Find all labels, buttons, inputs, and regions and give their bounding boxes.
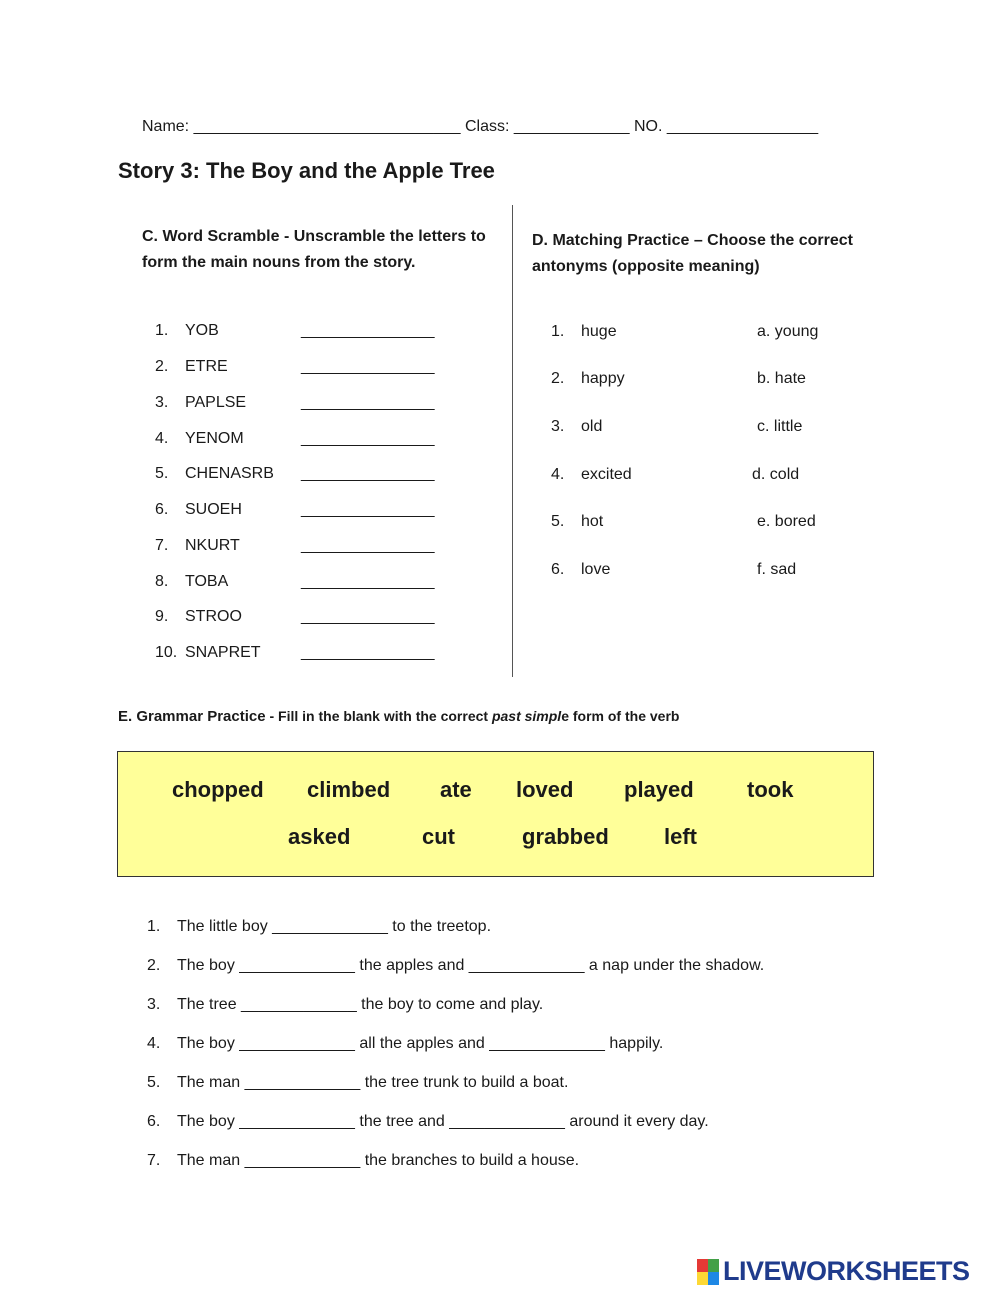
grammar-sentence[interactable]: 3. The tree _____________ the boy to come and play. bbox=[147, 996, 544, 1013]
liveworksheets-logo-text: LIVEWORKSHEETS bbox=[723, 1256, 970, 1286]
word-bank-word: climbed bbox=[307, 777, 391, 802]
column-divider bbox=[512, 205, 513, 677]
section-c-heading: C. Word Scramble - Unscramble the letters to form the main nouns from the story. bbox=[142, 228, 486, 271]
answer-blank[interactable]: _______________ bbox=[301, 358, 435, 375]
grammar-sentence[interactable]: 7. The man _____________ the branches to build a house. bbox=[147, 1152, 580, 1169]
match-left-item[interactable]: 1. huge bbox=[551, 323, 617, 340]
match-right-item[interactable]: a. young bbox=[757, 323, 819, 340]
scramble-item: 5. CHENASRB _______________ bbox=[155, 465, 435, 482]
scrambled-word: TOBA bbox=[185, 573, 229, 590]
section-e-heading: E. Grammar Practice - Fill in the blank with the correct past simple form of the verb bbox=[118, 708, 680, 725]
scrambled-word: ETRE bbox=[185, 358, 228, 375]
scramble-item: 10. SNAPRET _______________ bbox=[155, 644, 435, 661]
word-bank-word: chopped bbox=[172, 777, 264, 802]
scrambled-word: SUOEH bbox=[185, 501, 242, 518]
grammar-sentence[interactable]: 4. The boy _____________ all the apples and _____________ happily. bbox=[147, 1035, 664, 1052]
scrambled-word: SNAPRET bbox=[185, 644, 261, 661]
answer-blank[interactable]: _______________ bbox=[301, 644, 435, 661]
word-bank-word: asked bbox=[288, 824, 351, 849]
scrambled-word: NKURT bbox=[185, 537, 240, 554]
word-bank-word: loved bbox=[516, 777, 574, 802]
word-bank-word: left bbox=[664, 824, 697, 849]
match-right-item[interactable]: e. bored bbox=[757, 513, 816, 530]
section-d-heading: D. Matching Practice – Choose the correct antonyms (opposite meaning) bbox=[532, 232, 853, 275]
scramble-item: 7. NKURT _______________ bbox=[155, 537, 435, 554]
match-right-item[interactable]: b. hate bbox=[757, 370, 806, 387]
match-right-item[interactable]: c. little bbox=[757, 418, 803, 435]
match-left-item[interactable]: 2. happy bbox=[551, 370, 625, 387]
scramble-item: 8. TOBA _______________ bbox=[155, 573, 435, 590]
page-title: Story 3: The Boy and the Apple Tree bbox=[118, 158, 495, 183]
scrambled-word: YOB bbox=[185, 322, 219, 339]
scramble-item: 3. PAPLSE _______________ bbox=[155, 394, 435, 411]
scramble-item: 4. YENOM _______________ bbox=[155, 430, 435, 447]
match-right-item[interactable]: d. cold bbox=[752, 466, 800, 483]
answer-blank[interactable]: _______________ bbox=[301, 322, 435, 339]
scramble-item: 6. SUOEH _______________ bbox=[155, 501, 435, 518]
match-left-item[interactable]: 6. love bbox=[551, 561, 611, 578]
scramble-item: 9. STROO _______________ bbox=[155, 608, 435, 625]
word-bank-word: played bbox=[624, 777, 694, 802]
scrambled-word: CHENASRB bbox=[185, 465, 274, 482]
word-bank bbox=[117, 751, 874, 877]
match-left-item[interactable]: 4. excited bbox=[551, 466, 632, 483]
match-right-item[interactable]: f. sad bbox=[757, 561, 797, 578]
grammar-sentence[interactable]: 5. The man _____________ the tree trunk to build a boat. bbox=[147, 1074, 569, 1091]
grammar-sentence[interactable]: 1. The little boy _____________ to the treetop. bbox=[147, 918, 492, 935]
student-info-line: Name: ______________________________ Class: _____________ NO. _________________ bbox=[142, 118, 819, 135]
liveworksheets-logo bbox=[697, 1256, 970, 1287]
word-bank-word: took bbox=[747, 777, 794, 802]
answer-blank[interactable]: _______________ bbox=[301, 608, 435, 625]
grammar-sentence[interactable]: 2. The boy _____________ the apples and _____________ a nap under the shadow. bbox=[147, 957, 765, 974]
answer-blank[interactable]: _______________ bbox=[301, 465, 435, 482]
match-left-item[interactable]: 3. old bbox=[551, 418, 603, 435]
grammar-sentence[interactable]: 6. The boy _____________ the tree and _____________ around it every day. bbox=[147, 1113, 709, 1130]
scrambled-word: PAPLSE bbox=[185, 394, 247, 411]
word-bank-word: grabbed bbox=[522, 824, 609, 849]
word-bank-word: cut bbox=[422, 824, 455, 849]
scramble-item: 1. YOB _______________ bbox=[155, 322, 435, 339]
scramble-item: 2. ETRE _______________ bbox=[155, 358, 435, 375]
scrambled-word: YENOM bbox=[185, 430, 244, 447]
match-left-item[interactable]: 5. hot bbox=[551, 513, 604, 530]
answer-blank[interactable]: _______________ bbox=[301, 501, 435, 518]
answer-blank[interactable]: _______________ bbox=[301, 573, 435, 590]
scrambled-word: STROO bbox=[185, 608, 242, 625]
liveworksheets-logo-icon bbox=[697, 1259, 719, 1285]
answer-blank[interactable]: _______________ bbox=[301, 430, 435, 447]
answer-blank[interactable]: _______________ bbox=[301, 394, 435, 411]
answer-blank[interactable]: _______________ bbox=[301, 537, 435, 554]
word-bank-word: ate bbox=[440, 777, 472, 802]
